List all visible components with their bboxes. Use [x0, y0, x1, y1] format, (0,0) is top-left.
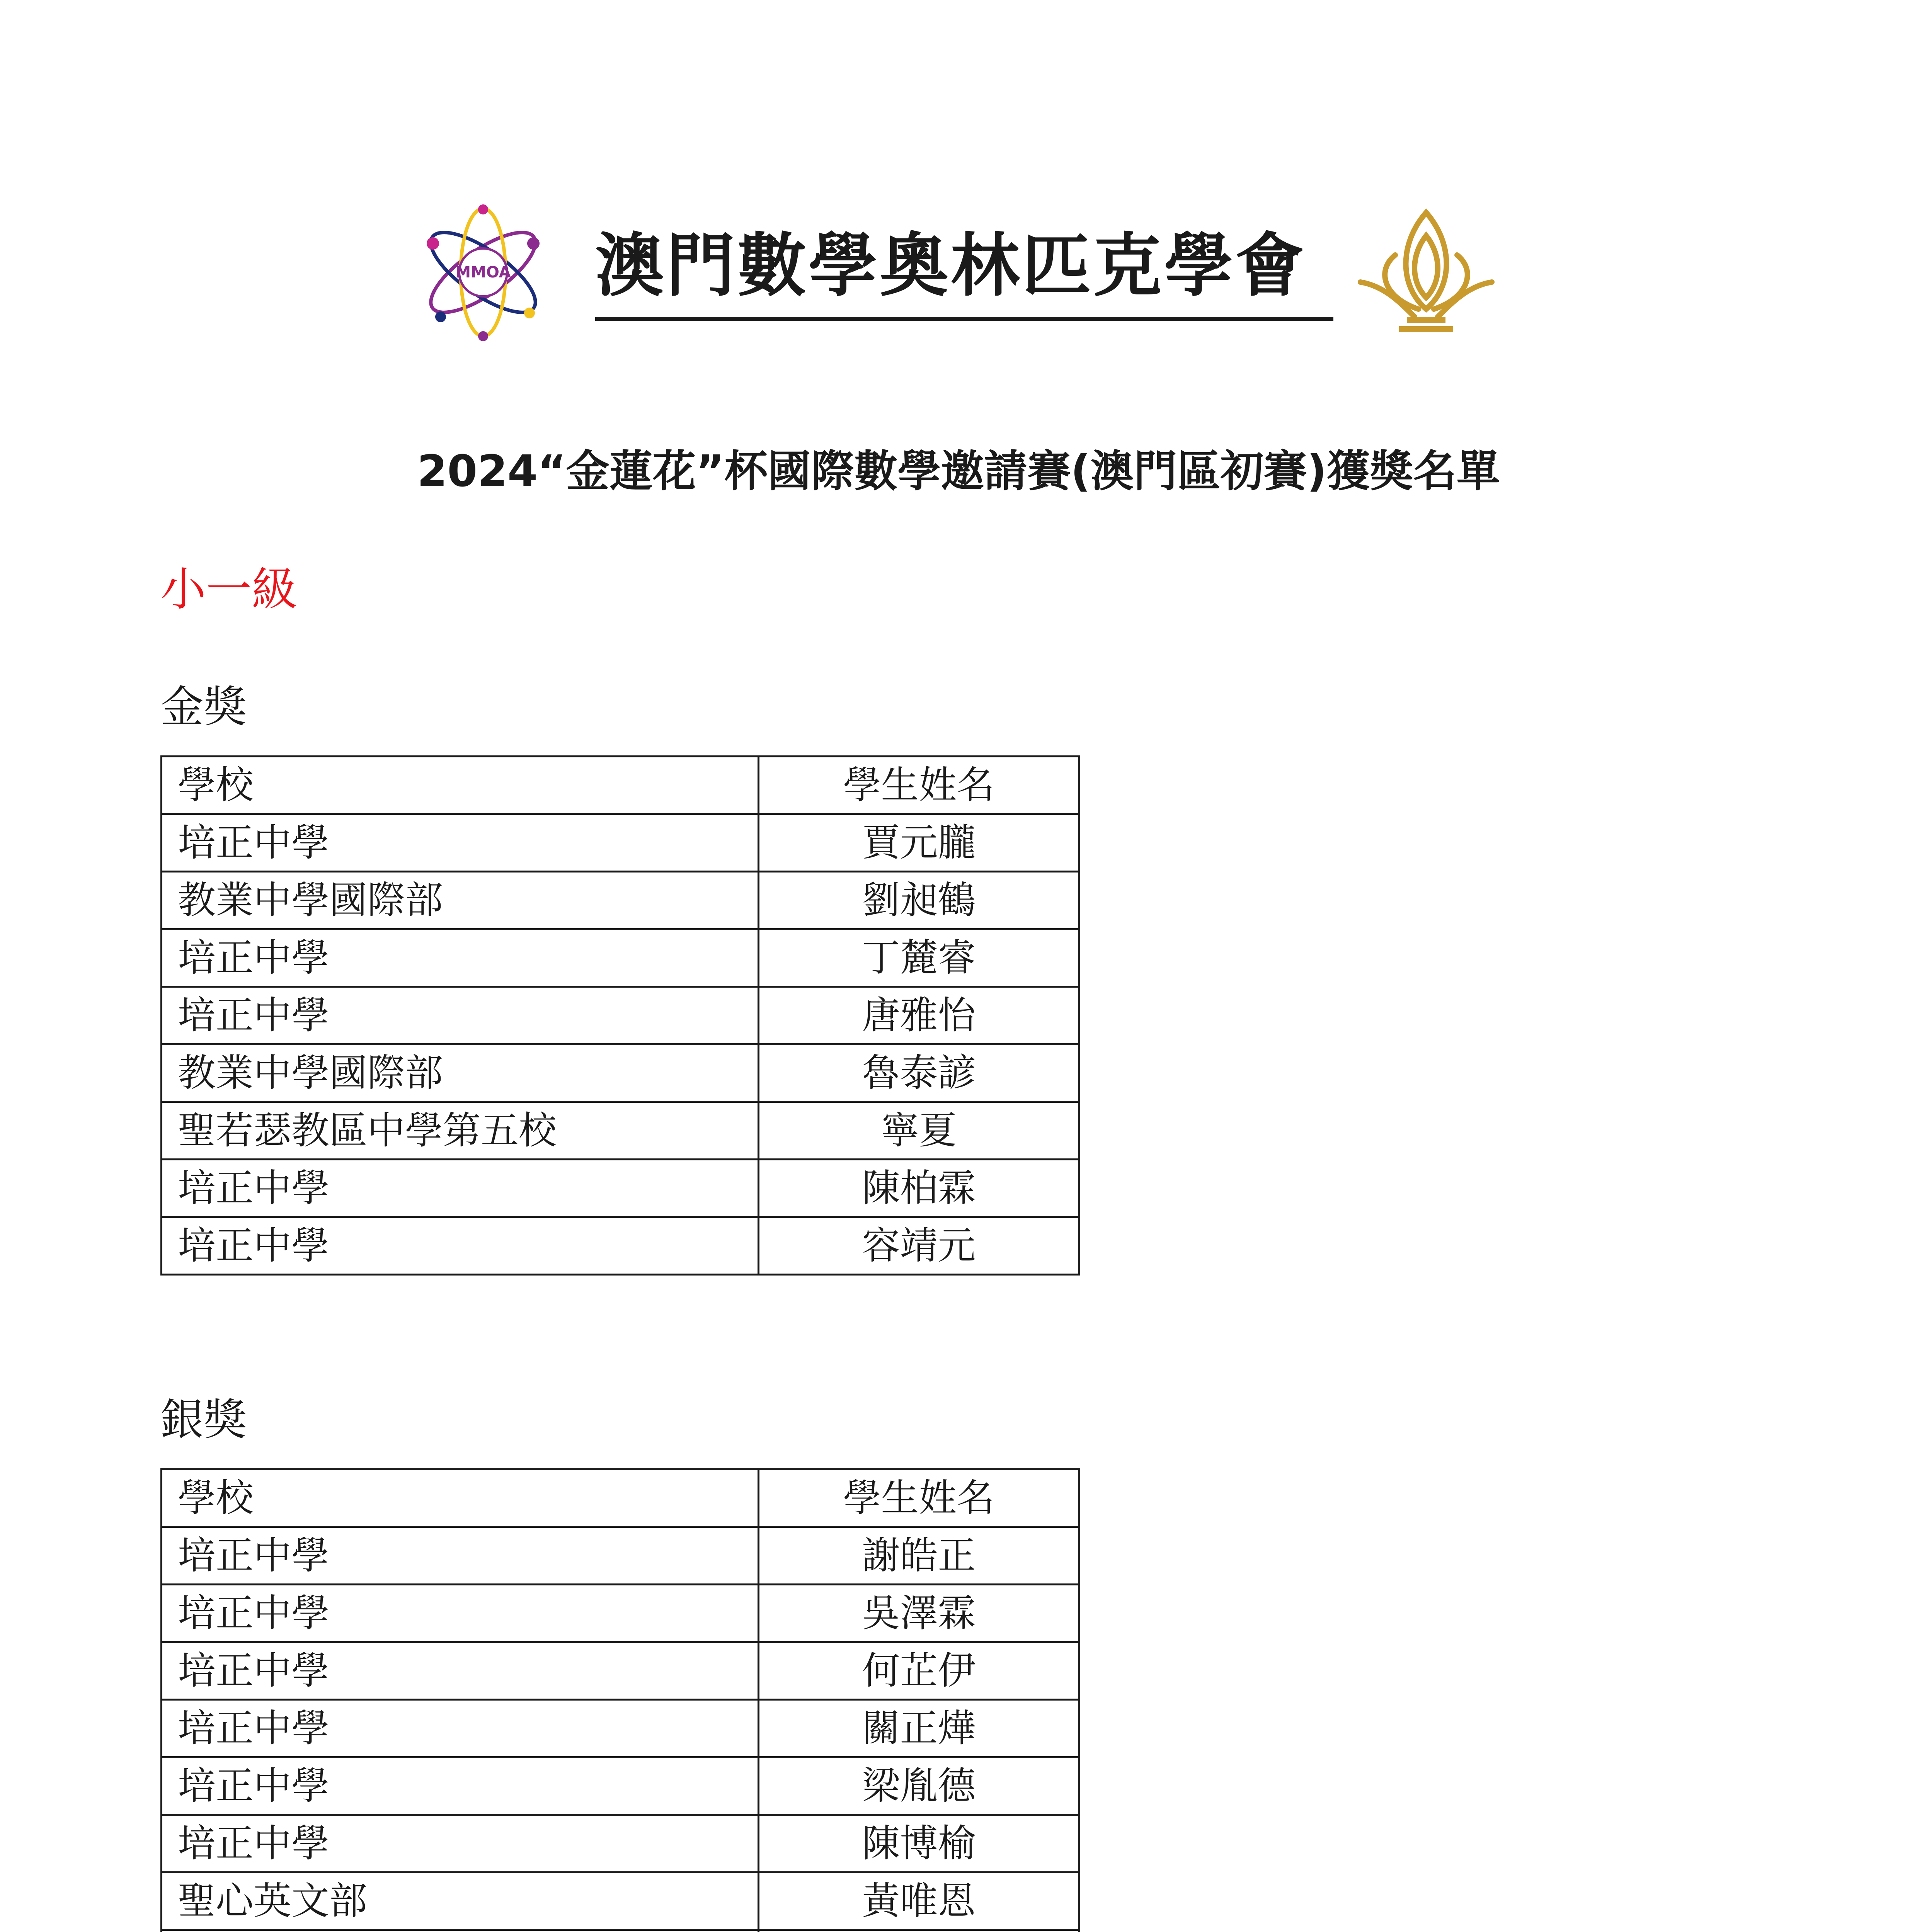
- table-row: [162, 1757, 1079, 1815]
- student-name-column-header: 學生姓名: [759, 1469, 1079, 1527]
- school-cell: 培正中學: [162, 814, 759, 872]
- table-header-row: [162, 757, 1079, 814]
- student-name-cell: 魯泰諺: [759, 1044, 1079, 1102]
- student-name-column-header: 學生姓名: [759, 757, 1079, 814]
- school-cell: 教業中學國際部: [162, 872, 759, 929]
- student-name-cell: 唐雅怡: [759, 987, 1079, 1044]
- student-name-cell: 賈元朧: [759, 814, 1079, 872]
- table-row: [162, 1527, 1079, 1585]
- school-cell: 培正中學: [162, 1527, 759, 1585]
- student-name-cell: 陳柏霖: [759, 1160, 1079, 1217]
- header: [414, 201, 1496, 348]
- school-cell: 培正中學: [162, 1757, 759, 1815]
- school-cell: 培正中學: [162, 1700, 759, 1757]
- table-row: [162, 1642, 1079, 1700]
- school-cell: 培正中學: [162, 1585, 759, 1642]
- student-name-cell: 梁胤德: [759, 1757, 1079, 1815]
- level-heading: 小一級: [160, 563, 298, 616]
- student-name-cell: 謝皓正: [759, 1527, 1079, 1585]
- gold-award-table: [160, 755, 1080, 1276]
- school-cell: 聖心英文部: [162, 1872, 759, 1930]
- school-column-header: 學校: [162, 757, 759, 814]
- table-row: [162, 1930, 1079, 1932]
- school-cell: 培正中學: [162, 1160, 759, 1217]
- school-cell: 培正中學: [162, 929, 759, 987]
- table-row: [162, 1815, 1079, 1872]
- table-row: [162, 1700, 1079, 1757]
- table-row: [162, 987, 1079, 1044]
- student-name-cell: 黃唯恩: [759, 1872, 1079, 1930]
- silver-award-table: [160, 1468, 1080, 1932]
- school-cell: 教業中學國際部: [162, 1044, 759, 1102]
- student-name-cell: 陳博榆: [759, 1815, 1079, 1872]
- student-name-cell: 關正燁: [759, 1700, 1079, 1757]
- school-cell: 培正中學: [162, 1217, 759, 1275]
- school-column-header: 學校: [162, 1469, 759, 1527]
- school-cell: 培正中學: [162, 987, 759, 1044]
- gold-award-heading: 金獎: [160, 682, 247, 732]
- atom-orbit-logo-icon: [414, 201, 553, 344]
- document-title: 2024“金蓮花”杯國際數學邀請賽(澳門區初賽)獲獎名單: [417, 446, 1500, 497]
- table-row: [162, 1044, 1079, 1102]
- organization-name-underline: [595, 317, 1333, 321]
- table-row: [162, 929, 1079, 987]
- student-name-cell: [759, 1930, 1079, 1932]
- left-logo-text: MMOA: [455, 264, 511, 281]
- table-header-row: [162, 1469, 1079, 1527]
- table-row: [162, 1585, 1079, 1642]
- table-row: [162, 1160, 1079, 1217]
- student-name-cell: 吳澤霖: [759, 1585, 1079, 1642]
- table-row: [162, 872, 1079, 929]
- table-row: [162, 1102, 1079, 1160]
- student-name-cell: 丁麓睿: [759, 929, 1079, 987]
- silver-award-heading: 銀獎: [160, 1395, 247, 1445]
- table-row: [162, 1217, 1079, 1275]
- student-name-cell: 劉昶鶴: [759, 872, 1079, 929]
- school-cell: 培正中學: [162, 1815, 759, 1872]
- school-cell: 聖若瑟教區中學第五校: [162, 1102, 759, 1160]
- school-cell: [162, 1930, 759, 1932]
- student-name-cell: 寧夏: [759, 1102, 1079, 1160]
- student-name-cell: 何芷伊: [759, 1642, 1079, 1700]
- golden-lotus-logo-icon: [1353, 201, 1500, 344]
- student-name-cell: 容靖元: [759, 1217, 1079, 1275]
- table-row: [162, 814, 1079, 872]
- table-row: [162, 1872, 1079, 1930]
- organization-name: 澳門數學奧林匹克學會: [595, 226, 1306, 306]
- school-cell: 培正中學: [162, 1642, 759, 1700]
